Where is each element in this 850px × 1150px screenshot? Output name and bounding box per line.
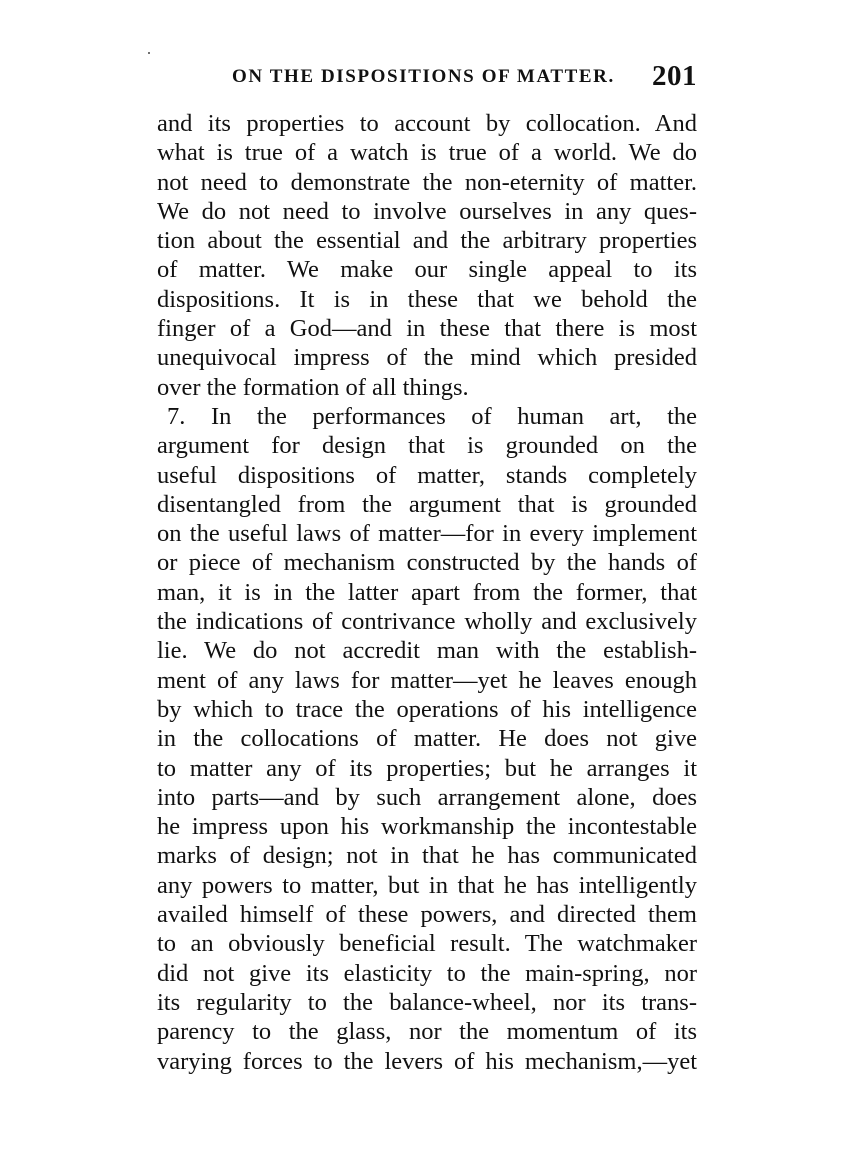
text-line: lie. We do not accredit man with the establish- xyxy=(157,637,697,665)
text-line: dispositions. It is in these that we behold the xyxy=(157,285,697,313)
page-number: 201 xyxy=(652,60,697,92)
text-line: any powers to matter, but in that he has intelligently xyxy=(157,871,697,899)
text-line: availed himself of these powers, and directed them xyxy=(157,901,697,929)
text-line: unequivocal impress of the mind which presided xyxy=(157,344,697,372)
text-line: in the collocations of matter. He does not give xyxy=(157,725,697,753)
running-title: ON THE DISPOSITIONS OF MATTER. xyxy=(232,66,615,87)
text-line: did not give its elasticity to the main-spring, nor xyxy=(157,959,697,987)
text-line: and its properties to account by collocation. And xyxy=(157,110,697,137)
text-line: he impress upon his workmanship the incontestable xyxy=(157,813,697,841)
text-line: on the useful laws of matter—for in every implement xyxy=(157,520,697,548)
text-line: what is true of a watch is true of a world. We do xyxy=(157,139,697,167)
text-line: argument for design that is grounded on the xyxy=(157,432,697,460)
text-line: varying forces to the levers of his mechanism,—yet xyxy=(157,1047,697,1075)
text-line: its regularity to the balance-wheel, nor its trans- xyxy=(157,988,697,1016)
section-7-first-line: 7. In the performances of human art, the xyxy=(167,402,697,430)
text-line: tion about the essential and the arbitrary properties xyxy=(157,227,697,255)
text-line: to matter any of its properties; but he arranges it xyxy=(157,754,697,782)
text-line: ment of any laws for matter—yet he leaves enough xyxy=(157,666,697,694)
text-line: marks of design; not in that he has communicated xyxy=(157,842,697,870)
text-line: by which to trace the operations of his intelligence xyxy=(157,695,697,723)
text-line: the indications of contrivance wholly and exclusively xyxy=(157,608,697,636)
text-line: or piece of mechanism constructed by the hands of xyxy=(157,549,697,577)
paragraph-end-line: over the formation of all things. xyxy=(157,373,469,401)
running-head xyxy=(157,60,697,94)
text-line: finger of a God—and in these that there is most xyxy=(157,315,697,343)
body-text xyxy=(157,109,697,1076)
text-line: to an obviously beneficial result. The watchmaker xyxy=(157,930,697,958)
print-speck xyxy=(148,52,150,54)
text-line: parency to the glass, nor the momentum of its xyxy=(157,1018,697,1046)
text-line: useful dispositions of matter, stands completely xyxy=(157,461,697,489)
text-line: man, it is in the latter apart from the former, that xyxy=(157,578,697,606)
text-line: We do not need to involve ourselves in any ques- xyxy=(157,197,697,225)
text-line: into parts—and by such arrangement alone, does xyxy=(157,783,697,811)
text-line: not need to demonstrate the non-eternity of matter. xyxy=(157,168,697,196)
text-line: of matter. We make our single appeal to its xyxy=(157,256,697,284)
text-line: disentangled from the argument that is grounded xyxy=(157,490,697,518)
